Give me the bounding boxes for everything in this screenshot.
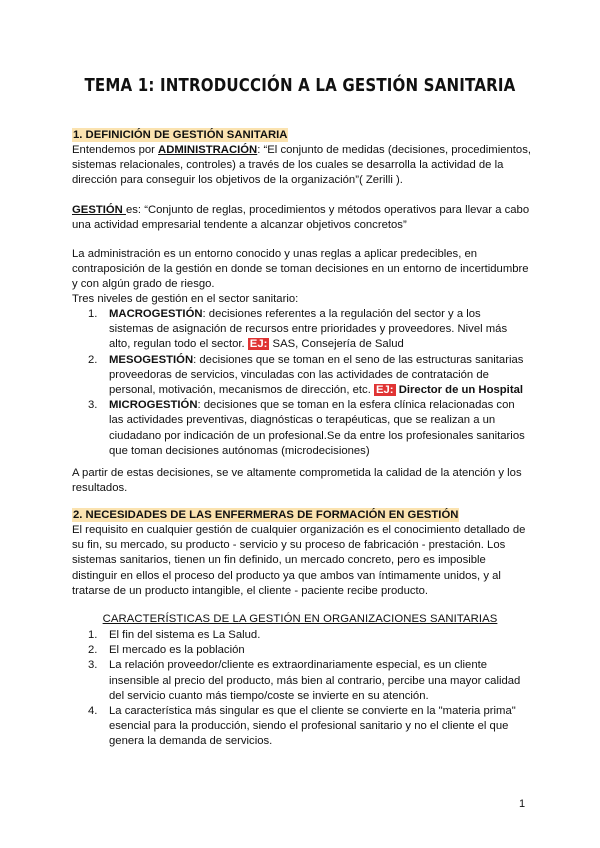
paragraph-calidad: A partir de estas decisiones, se ve altamente comprometida la calidad de la atención y los resultados. [72, 467, 522, 495]
gestion-definition [72, 203, 532, 233]
admin-text: : “El conjunto de medidas (decisiones, procedimientos, sistemas relacionales, controles) a través de los cuales se desarrolla la actividad de la dirección para conseguir los objetivos de la organización”( Zerilli ). [72, 144, 531, 187]
list-number: 1. [88, 629, 98, 641]
list-item [88, 643, 528, 658]
list-item-text: La relación proveedor/cliente es extraordinariamente especial, es un cliente insensible al precio del producto, más bien al contrario, percibe una mayor calidad del servicio cuanto más tiempo/coste se invierte en su atención. [109, 659, 521, 702]
characteristics-subheading: CARACTERÍSTICAS DE LA GESTIÓN EN ORGANIZACIONES SANITARIAS [102, 613, 498, 625]
example-badge: EJ: [375, 384, 394, 397]
list-number: 2. [88, 353, 98, 366]
list-item [88, 628, 528, 643]
list-item-text: El fin del sistema es La Salud. [109, 629, 261, 641]
section-1-heading: 1. DEFINICIÓN DE GESTIÓN SANITARIA [73, 129, 288, 141]
level-text: : decisiones que se toman en el seno de las estructuras sanitarias proveedoras de servicios, vinculadas con las actividades de contratación de personal, motivación, mecanismos de dirección, etc. [109, 353, 524, 397]
list-item-macrogestion [88, 307, 528, 353]
list-item-text: El mercado es la población [109, 644, 245, 657]
list-number: 1. [88, 308, 98, 320]
example-badge: EJ: [249, 338, 268, 351]
list-item [88, 704, 528, 750]
level-term: MACROGESTIÓN [109, 308, 203, 320]
paragraph-requisito: El requisito en cualquier gestión de cualquier organización es el conocimiento detallado de su fin, su mercado, su producto - servicio y su proceso de fabricación - prestación. Los sistemas sanitarios, tienen un fin definido, un mercado concreto, pero es imposible distinguir en ellos el proceso del producto ya que ambos van íntimamente unidos, y al tratarse de un producto intangible, el cliente - paciente recibe producto. [72, 524, 526, 597]
list-item [88, 658, 528, 704]
level-text: : decisiones que se toman en la esfera clínica relacionadas con las actividades preventivas, diagnósticas o terapéuticas, que se realizan a un ciudadano por indicación de un profesional.Se da entre los profesionales sanitarios que toman decisiones autónomas (microdecisiones) [109, 399, 525, 457]
level-text: : decisiones referentes a la regulación del sector y a los sistemas de asignación de recursos entre prioridades y proveedores. Nivel más alto, regulan todo el sector. [109, 308, 508, 351]
level-example: SAS, Consejería de Salud [269, 338, 404, 351]
gestion-term: GESTIÓN [72, 204, 126, 216]
page-number: 1 [519, 798, 526, 810]
administracion-definition [72, 143, 532, 189]
levels-intro: Tres niveles de gestión en el sector sanitario: [72, 293, 299, 305]
admin-prefix: Entendemos por [72, 144, 159, 156]
list-number: 4. [88, 705, 98, 718]
level-term: MESOGESTIÓN [109, 353, 194, 366]
paragraph-administracion-vs-gestion: La administración es un entorno conocido y unas reglas a aplicar predecibles, en contraposición de la gestión en donde se toman decisiones en un entorno de incertidumbre y con algún grado de riesgo. [72, 248, 529, 291]
list-item-microgestion [88, 398, 528, 459]
list-item-text: La característica más singular es que el cliente se convierte en la "materia prima" esencial para la producción, siendo el profesional sanitario y no el cliente el que genera la demanda de servicios. [109, 705, 516, 748]
list-number: 3. [88, 399, 98, 412]
management-levels-list [88, 307, 528, 459]
characteristics-list [88, 628, 528, 750]
level-term: MICROGESTIÓN [109, 399, 198, 412]
list-item-mesogestion [88, 353, 528, 399]
level-example: Director de un Hospital [398, 384, 524, 397]
list-number: 2. [88, 644, 98, 657]
section-2-heading: 2. NECESIDADES DE LAS ENFERMERAS DE FORMACIÓN EN GESTIÓN [73, 509, 459, 521]
gestion-text: es: “Conjunto de reglas, procedimientos y métodos operativos para llevar a cabo una actividad empresarial tendente a alcanzar objetivos concretos” [72, 204, 530, 232]
document-title: TEMA 1: INTRODUCCIÓN A LA GESTIÓN SANITARIA [84, 76, 516, 96]
admin-term: ADMINISTRACIÓN [158, 144, 258, 156]
list-number: 3. [88, 659, 98, 672]
